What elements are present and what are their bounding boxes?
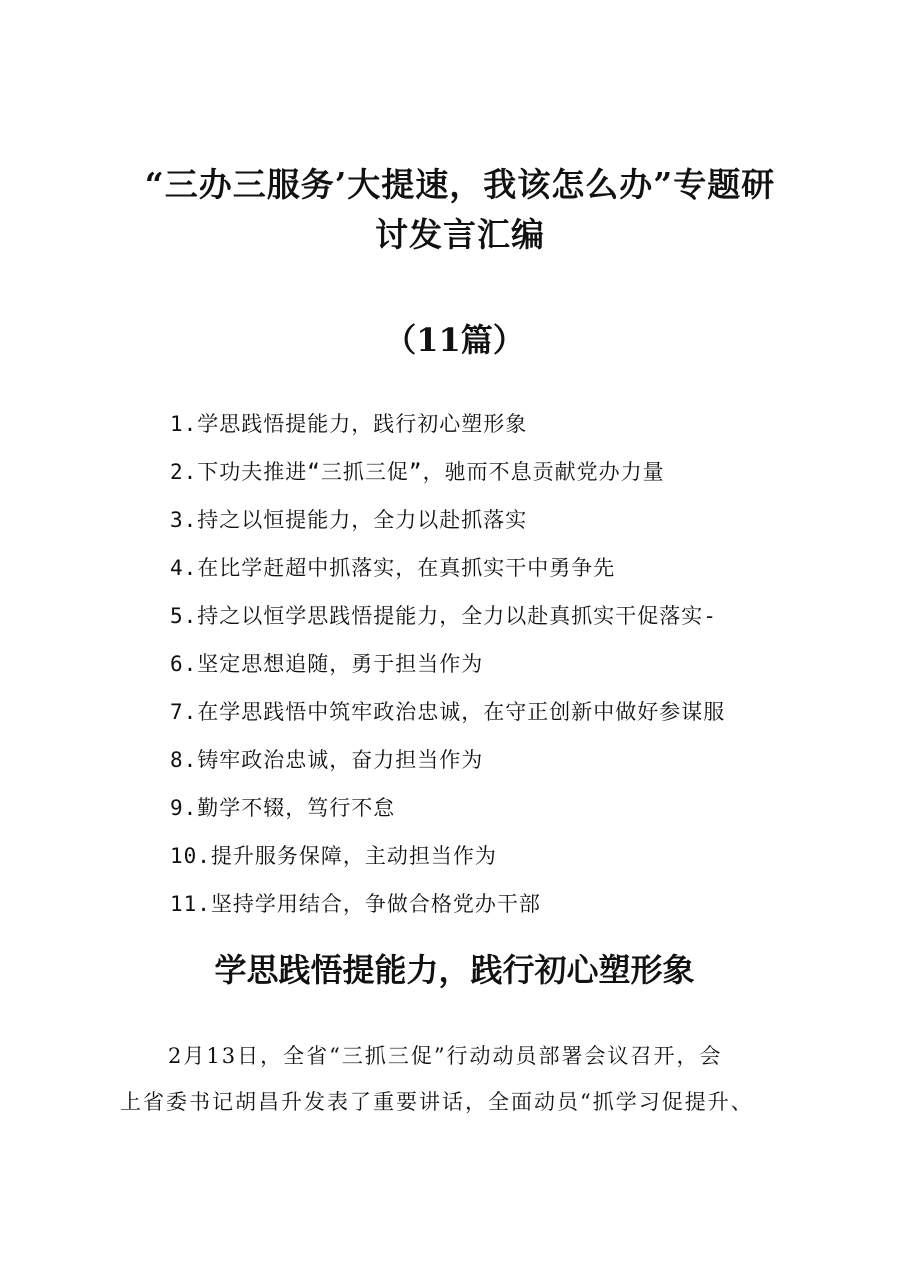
toc-item: 10.提升服务保障，主动担当作为 (170, 844, 497, 868)
toc-item: 6.坚定思想追随，勇于担当作为 (170, 652, 484, 676)
paragraph-line-2: 上省委书记胡昌升发表了重要讲话，全面动员“抓学习促提升、 (120, 1090, 754, 1114)
article-count: （11篇） (384, 321, 525, 359)
toc-item: 9.勤学不辍，笃行不怠 (170, 796, 396, 820)
toc-item: 7.在学思践悟中筑牢政治忠诚，在守正创新中做好参谋服 (170, 700, 726, 724)
toc-item: 2.下功夫推进“三抓三促”，驰而不息贡献党办力量 (170, 460, 665, 484)
paragraph-line-1: 2月13日，全省“三抓三促”行动动员部署会议召开，会 (168, 1044, 723, 1068)
body-paragraph (120, 1033, 820, 1125)
document-title-line-1: “三办三服务’大提速，我该怎么办”专题研 (144, 165, 776, 204)
table-of-contents (170, 402, 870, 930)
toc-item: 4.在比学赶超中抓落实，在真抓实干中勇争先 (170, 556, 616, 580)
toc-item: 3.持之以恒提能力，全力以赴抓落实 (170, 508, 528, 532)
toc-item: 1.学思践悟提能力，践行初心塑形象 (170, 412, 528, 436)
document-title (80, 160, 840, 260)
toc-item: 5.持之以恒学思践悟提能力，全力以赴真抓实干促落实- (170, 604, 717, 628)
toc-item: 11.坚持学用结合，争做合格党办干部 (170, 892, 541, 916)
toc-item: 8.铸牢政治忠诚，奋力担当作为 (170, 748, 484, 772)
document-title-line-2: 讨发言汇编 (375, 215, 545, 254)
section-heading: 学思践悟提能力，践行初心塑形象 (214, 951, 695, 989)
